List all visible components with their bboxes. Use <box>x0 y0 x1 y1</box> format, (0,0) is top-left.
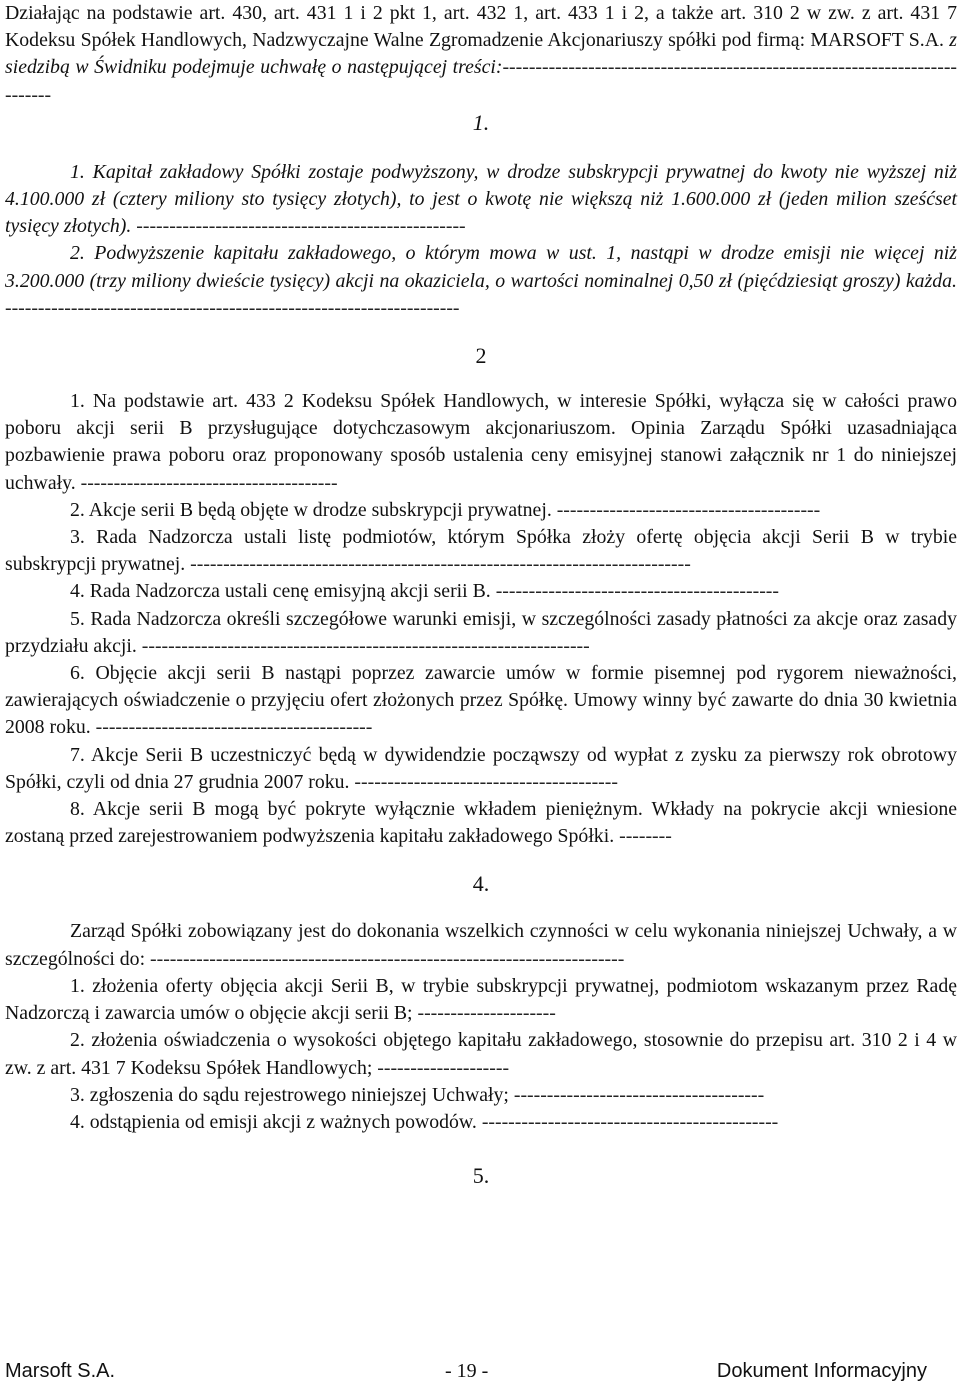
item-text: 1. Na podstawie art. 433 2 Kodeksu Spółek Handlowych, w interesie Spółki, wyłącza się w całości prawo poboru akcji serii B przysługujące dotychczasowym akcjonariuszom. Opinia Zarządu Spółki uzasadniająca pozbawienie prawa poboru oraz proponowany sposób ustalenia ceny emisyjnej stanowi załącznik nr 1 do niniejszej uchwały. <box>5 390 957 494</box>
section-1-para-1 <box>5 159 957 241</box>
section-2-item <box>5 388 957 497</box>
section-4-item <box>5 973 957 1027</box>
para-text: 1. Kapitał zakładowy Spółki zostaje podwyższony, w drodze subskrypcji prywatnej do kwoty nie wyższej niż 4.100.000 zł (cztery miliony sto tysięcy złotych), to jest o kwotę nie większą niż 1.600.000 zł (jeden milion sześćset tysięcy złotych). <box>5 160 957 238</box>
item-text: 1. złożenia oferty objęcia akcji Serii B, w trybie subskrypcji prywatnej, podmiotom wskazanym przez Radę Nadzorczą i zawarcia umów o objęcie akcji serii B; <box>5 974 957 1025</box>
item-text: 2. Akcje serii B będą objęte w drodze subskrypcji prywatnej. <box>70 498 552 521</box>
dash-filler: -------------------------------------------------------------------- <box>136 634 590 657</box>
section-2-heading: 2 <box>475 343 487 369</box>
item-text: 5. Rada Nadzorcza określi szczegółowe warunki emisji, w szczególności zasady płatności za akcje oraz zasady przydziału akcji. <box>5 607 957 657</box>
section-1-para-2 <box>5 240 957 322</box>
dash-filler: ------------------------------------------------------------------------ <box>145 947 625 970</box>
item-text: 7. Akcje Serii B uczestniczyć będą w dywidendzie począwszy od wypłat z zysku za pierwszy rok obrotowy Spółki, czyli od dnia 27 grudnia 2007 roku. <box>5 743 957 793</box>
section-1-heading: 1. <box>472 109 490 135</box>
section-5-heading: 5. <box>472 1163 490 1189</box>
dash-filler: -------------------------------------- <box>508 1083 765 1106</box>
para-text: Zarząd Spółki zobowiązany jest do dokonania wszelkich czynności w celu wykonania niniejszej Uchwały, a w szczególności do: <box>5 920 957 970</box>
section-4-item <box>5 1109 957 1136</box>
section-2-item <box>5 578 957 605</box>
para-text: 2. Podwyższenie kapitału zakładowego, o którym mowa w ust. 1, nastąpi w drodze emisji nie więcej niż 3.200.000 (trzy miliony dwieście tysięcy) akcji na okaziciela, o wartości nominalnej 0,50 zł (pięćdziesiąt groszy) każda. <box>5 242 957 292</box>
section-2-item <box>5 497 957 524</box>
dash-filler: ------------------------------------------ <box>90 716 373 739</box>
document-page <box>5 0 957 1190</box>
item-text: 6. Objęcie akcji serii B nastąpi poprzez zawarcie umów w formie pisemnej pod rygorem nieważności, zawierających oświadczenie o przyjęciu ofert złożonych przez Spółkę. Umowy winny być zawarte do dnia 30 kwietnia 2008 roku. <box>5 662 957 739</box>
item-text: 4. Rada Nadzorcza ustali cenę emisyjną akcji serii B. <box>70 580 491 603</box>
dash-filler: -------------------- <box>372 1056 510 1079</box>
page-footer <box>5 1360 955 1388</box>
section-4-heading: 4. <box>472 871 490 897</box>
section-2-list <box>5 388 957 850</box>
section-4-item <box>5 1082 957 1109</box>
dash-filler: -------------------------------------------------- <box>131 215 466 238</box>
intro-paragraph <box>5 0 957 109</box>
dash-filler: --------------------- <box>412 1002 556 1025</box>
footer-document-title: Dokument Informacyjny <box>716 1360 927 1382</box>
section-4-item <box>5 1027 957 1081</box>
item-text: 4. odstąpienia od emisji akcji z ważnych powodów. <box>70 1110 477 1133</box>
dash-filler: ---------------------------------------- <box>349 770 618 793</box>
dash-filler: ---------------------------------------- <box>551 498 821 521</box>
section-4-intro <box>5 918 957 972</box>
intro-text: Działając na podstawie art. 430, art. 431 1 i 2 pkt 1, art. 432 1, art. 433 1 i 2, a także art. 310 2 w zw. z art. 431 7 Kodeksu Spółek Handlowych, Nadzwyczajne Walne Zgromadzenie Akcjonariuszy spółki pod firmą: MARSOFT S.A. <box>5 2 957 52</box>
item-text: 8. Akcje serii B mogą być pokryte wyłącznie wkładem pieniężnym. Wkłady na pokrycie akcji wniesione zostaną przed zarejestrowaniem podwyższenia kapitału zakładowego Spółki. <box>5 798 957 848</box>
item-text: 3. Rada Nadzorcza ustali listę podmiotów, którym Spółka złoży ofertę objęcia akcji Serii B w trybie subskrypcji prywatnej. <box>5 526 957 576</box>
section-2-item <box>5 796 957 850</box>
dash-filler: ---------------------------------------------------------------------------- <box>5 56 957 106</box>
dash-filler: --------------------------------------------- <box>476 1110 779 1133</box>
footer-company: Marsoft S.A. <box>5 1360 116 1382</box>
section-2-item <box>5 660 957 742</box>
item-text: 3. zgłoszenia do sądu rejestrowego niniejszej Uchwały; <box>70 1083 509 1106</box>
section-2-item <box>5 524 957 578</box>
dash-filler: ------------------------------------------- <box>490 580 779 603</box>
dash-filler: -------- <box>614 825 672 848</box>
footer-page-number: - 19 - <box>445 1360 489 1382</box>
dash-filler: --------------------------------------- <box>75 471 338 494</box>
dash-filler: ---------------------------------------------------------------------------- <box>185 553 691 576</box>
intro-text-italic: z siedzibą w Świdniku podejmuje uchwałę o następującej treści: <box>5 29 957 79</box>
section-4-list <box>5 973 957 1136</box>
section-2-item <box>5 606 957 660</box>
item-text: 2. złożenia oświadczenia o wysokości objętego kapitału zakładowego, stosownie do przepisu art. 310 2 i 4 w zw. z art. 431 7 Kodeksu Spółek Handlowych; <box>5 1029 957 1079</box>
section-2-item <box>5 742 957 796</box>
dash-filler: --------------------------------------------------------------------- <box>5 296 460 319</box>
